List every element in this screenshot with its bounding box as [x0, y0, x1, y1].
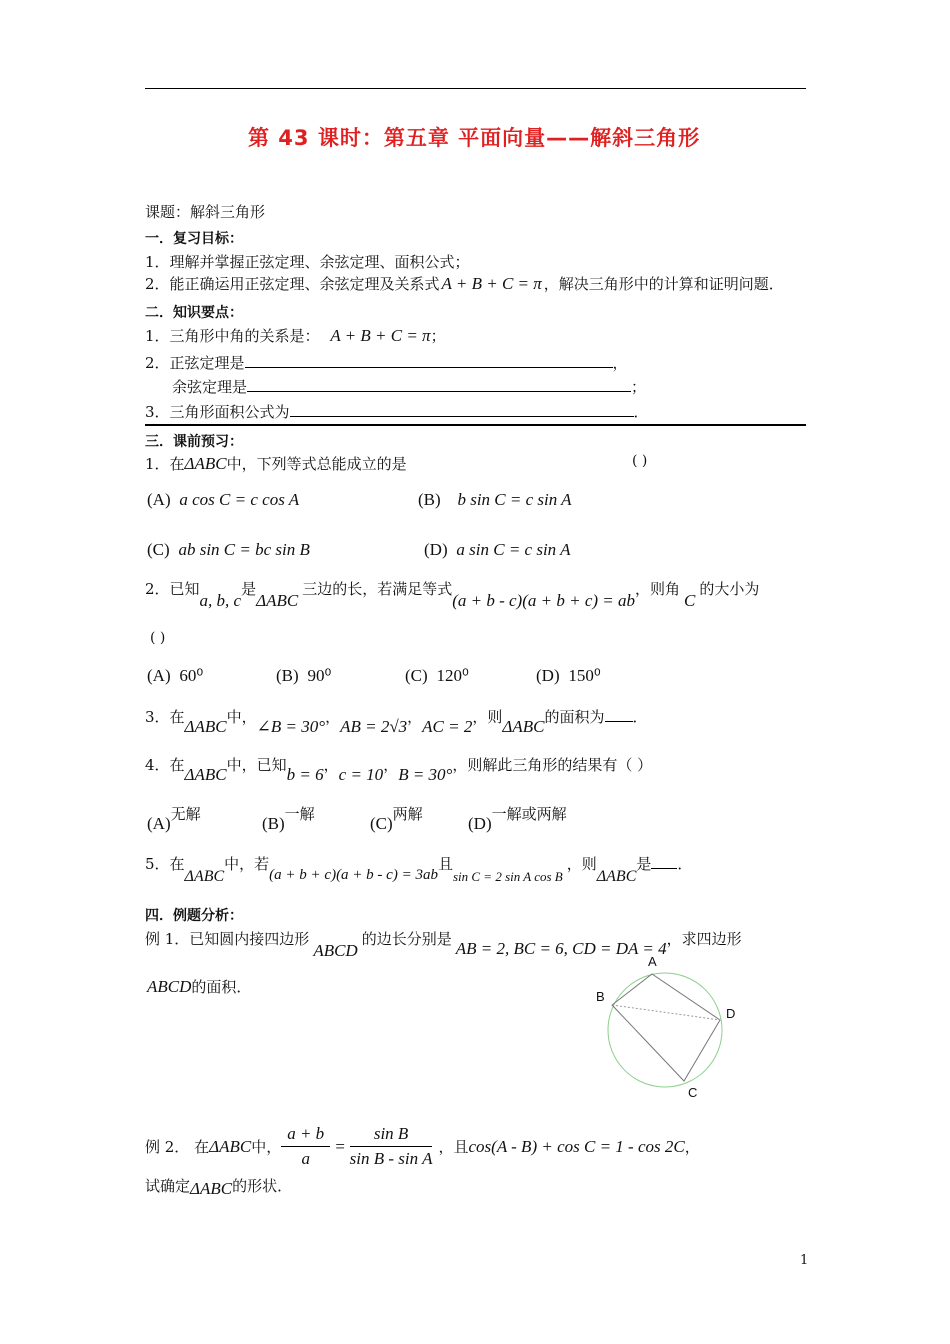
- q2-is: 是: [241, 580, 257, 598]
- q3-end: 的面积为: [544, 708, 605, 726]
- q3-triangle-2: ΔABC: [502, 717, 545, 736]
- q1-option-b-expr: b sin C = c sin A: [457, 490, 572, 509]
- q2-option-c-label: (C): [405, 666, 428, 685]
- q2-equation: (a + b - c)(a + b + c) = ab: [452, 591, 636, 610]
- q5-post: ，则: [566, 855, 597, 873]
- section-divider: [145, 424, 806, 426]
- q4-option-a-text: 无解: [170, 805, 201, 823]
- section-preview-heading: 三．课前预习：: [145, 434, 243, 450]
- review-item-2-text: 2．能正确运用正弦定理、余弦定理及关系式: [145, 275, 440, 293]
- q2-answer-paren[interactable]: ( ): [150, 630, 166, 646]
- q5-mid: 中，若: [224, 855, 270, 873]
- vertex-label-d: D: [726, 1006, 736, 1021]
- q4-option-d-text: 一解或两解: [491, 805, 567, 823]
- sine-law-blank[interactable]: [245, 353, 613, 368]
- ex2-equation: cos(A - B) + cos C = 1 - cos 2C: [468, 1136, 685, 1156]
- example-1: [145, 928, 742, 960]
- q2-option-b-label: (B): [276, 666, 299, 685]
- preview-q4: [145, 754, 653, 784]
- ex1-quad: ABCD: [313, 941, 358, 960]
- q4-post: ，则解此三角形的结果有（ ）: [452, 756, 653, 774]
- q4-pre: 4．在: [145, 756, 185, 774]
- ex2-fraction-2-num: sin B: [350, 1124, 433, 1147]
- ex2-comma: ，: [684, 1138, 700, 1156]
- q3-sep-2: ，: [407, 708, 423, 726]
- example-2-line-2: [145, 1175, 292, 1196]
- q1-pre: 1．在: [145, 455, 185, 473]
- area-formula-end: ．: [633, 403, 649, 421]
- review-item-1: 1．理解并掌握正弦定理、余弦定理、面积公式；: [145, 253, 470, 271]
- q5-equation: (a + b + c)(a + b - c) = 3ab: [269, 867, 438, 883]
- circumcircle: [608, 973, 722, 1087]
- q4-option-c-text: 两解: [392, 805, 423, 823]
- ex2-triangle: ΔABC: [209, 1136, 252, 1156]
- q1-triangle: ΔABC: [184, 454, 227, 473]
- q2-option-b-value: 90⁰: [307, 666, 332, 685]
- page-number: 1: [800, 1253, 809, 1268]
- q4-option-a-label: (A): [147, 814, 171, 833]
- review-item-2-end: ，解决三角形中的计算和证明问题．: [543, 275, 784, 293]
- vertex-label-a: A: [648, 954, 657, 969]
- q2-post: ，则角: [635, 580, 681, 598]
- knowledge-item-1-text: 1．三角形中角的关系是：: [145, 327, 320, 345]
- q1-option-c-label: (C): [147, 540, 170, 559]
- q5-end-2: ．: [677, 855, 693, 873]
- ex1-mid: 的边长分别是: [361, 930, 452, 948]
- q1-post: 中，下列等式总能成立的是: [226, 455, 407, 473]
- q3-sep-1: ，: [325, 708, 341, 726]
- q2-pre: 2．已知: [145, 580, 200, 598]
- q2-end: 的大小为: [699, 580, 760, 598]
- example-1-line-2: [147, 976, 251, 997]
- q1-option-a-label: (A): [147, 490, 171, 509]
- ex1-end: 的面积．: [191, 978, 252, 996]
- q4-option-d[interactable]: [468, 803, 567, 833]
- q1-option-b-label: (B): [418, 490, 441, 509]
- q4-cond-2: c = 10: [338, 765, 384, 784]
- q3-pre: 3．在: [145, 708, 185, 726]
- q5-triangle-2: ΔABC: [596, 868, 637, 885]
- knowledge-item-3: [145, 401, 649, 422]
- cyclic-quadrilateral-figure: [590, 950, 770, 1110]
- q4-sep-2: ，: [383, 756, 399, 774]
- vertex-label-b: B: [596, 989, 605, 1004]
- q1-option-a[interactable]: [147, 490, 299, 510]
- q3-post: ，则: [472, 708, 503, 726]
- quadrilateral-abcd: [612, 974, 720, 1081]
- preview-q2: [145, 578, 760, 610]
- ex2-fraction-2: [350, 1124, 433, 1169]
- q2-option-d-label: (D): [536, 666, 560, 685]
- q3-cond-2: AB = 2√3: [340, 717, 408, 736]
- q4-triangle: ΔABC: [184, 765, 227, 784]
- section-review-heading: 一．复习目标：: [145, 231, 243, 247]
- ex2-fraction-2-den: sin B - sin A: [349, 1149, 433, 1168]
- q3-cond-3: AC = 2: [422, 717, 473, 736]
- q4-cond-3: B = 30°: [398, 765, 453, 784]
- q1-option-a-expr: a cos C = c cos A: [179, 490, 300, 509]
- ex2-and: ，且: [438, 1138, 469, 1156]
- example-2: [145, 1124, 700, 1169]
- preview-q1: [145, 453, 407, 474]
- knowledge-item-1: [145, 325, 446, 346]
- q4-sep-1: ，: [323, 756, 339, 774]
- q1-option-d[interactable]: [424, 540, 571, 560]
- ex1-post: ，求四边形: [666, 930, 742, 948]
- knowledge-item-2a: [145, 352, 628, 373]
- q1-option-d-expr: a sin C = c sin A: [456, 540, 571, 559]
- ex2-fraction-1-num: a + b: [281, 1124, 330, 1147]
- review-item-2: [145, 273, 784, 294]
- section-examples-heading: 四．例题分析：: [145, 908, 243, 924]
- q1-option-d-label: (D): [424, 540, 448, 559]
- q3-mid: 中，: [226, 708, 257, 726]
- topic-line: 课题：解斜三角形: [145, 203, 266, 221]
- ex2-fraction-1: [281, 1124, 330, 1169]
- q5-triangle: ΔABC: [184, 868, 225, 885]
- q2-angle: C: [684, 591, 696, 610]
- diagonal-bd: [612, 1005, 720, 1020]
- q1-option-c-expr: ab sin C = bc sin B: [178, 540, 310, 559]
- q1-answer-paren[interactable]: ( ): [632, 453, 648, 469]
- q2-option-d[interactable]: [536, 666, 601, 686]
- q4-option-a[interactable]: [147, 803, 201, 833]
- q4-option-d-label: (D): [468, 814, 492, 833]
- q3-end-2: ．: [632, 708, 648, 726]
- ex2-equals: =: [334, 1136, 346, 1156]
- q2-option-d-value: 150⁰: [568, 666, 601, 685]
- ex2-line2-post: 的形状．: [232, 1177, 293, 1195]
- q5-end: 是: [636, 855, 652, 873]
- q5-and: 且: [437, 855, 453, 873]
- q2-vars: a, b, c: [199, 591, 242, 610]
- ex1-pre: 例 1．已知圆内接四边形: [145, 930, 310, 948]
- ex2-line2-pre: 试确定: [145, 1177, 191, 1195]
- q3-cond-1: ∠B = 30°: [256, 717, 326, 736]
- q3-answer-blank[interactable]: [605, 707, 633, 722]
- ex2-pre: 例 2． 在: [145, 1138, 210, 1156]
- knowledge-item-2b: [172, 376, 646, 397]
- sine-law-end: ，: [612, 354, 628, 372]
- q2-option-a[interactable]: [147, 666, 203, 686]
- cosine-law-blank[interactable]: [247, 377, 631, 392]
- section-knowledge-heading: 二．知识要点：: [145, 305, 243, 321]
- preview-q5: [145, 853, 693, 885]
- area-formula-blank[interactable]: [290, 402, 634, 417]
- ex1-quad-2: ABCD: [147, 977, 192, 996]
- q4-option-b[interactable]: [262, 803, 315, 833]
- q5-pre: 5．在: [145, 855, 185, 873]
- vertex-label-c: C: [688, 1085, 698, 1100]
- cosine-law-label: 余弦定理是: [172, 378, 248, 396]
- area-formula-label: 3．三角形面积公式为: [145, 403, 290, 421]
- q4-option-b-label: (B): [262, 814, 285, 833]
- q4-mid: 中，已知: [226, 756, 287, 774]
- angle-sum-relation: A + B + C = π: [441, 274, 542, 293]
- page-title: 第 43 课时：第五章 平面向量——解斜三角形: [248, 126, 701, 150]
- q2-mid: 三边的长，若满足等式: [302, 580, 453, 598]
- q2-option-b[interactable]: [276, 666, 331, 686]
- ex2-mid: 中，: [251, 1138, 282, 1156]
- q4-option-b-text: 一解: [284, 805, 315, 823]
- q3-triangle: ΔABC: [184, 717, 227, 736]
- q4-cond-1: b = 6: [286, 765, 324, 784]
- sine-law-label: 2．正弦定理是: [145, 354, 245, 372]
- q4-option-c-label: (C): [370, 814, 393, 833]
- q2-option-c[interactable]: [405, 666, 469, 686]
- cosine-law-end: ；: [631, 378, 647, 396]
- ex2-fraction-1-den: a: [301, 1149, 310, 1168]
- q2-option-a-label: (A): [147, 666, 171, 685]
- q2-option-a-value: 60⁰: [179, 666, 204, 685]
- preview-q3: [145, 706, 648, 736]
- q5-equation-2: sin C = 2 sin A cos B: [452, 869, 563, 884]
- q2-triangle: ΔABC: [256, 591, 299, 610]
- ex1-sides: AB = 2, BC = 6, CD = DA = 4: [455, 939, 667, 958]
- angle-sum-formula: A + B + C = π: [330, 326, 431, 345]
- ex2-triangle-2: ΔABC: [190, 1179, 233, 1198]
- q1-option-b[interactable]: [418, 490, 572, 510]
- q4-option-c[interactable]: [370, 803, 423, 833]
- knowledge-item-1-end: ；: [430, 327, 446, 345]
- top-rule: [145, 88, 806, 89]
- q5-answer-blank[interactable]: [651, 854, 677, 869]
- q2-option-c-value: 120⁰: [436, 666, 469, 685]
- q1-option-c[interactable]: [147, 540, 310, 560]
